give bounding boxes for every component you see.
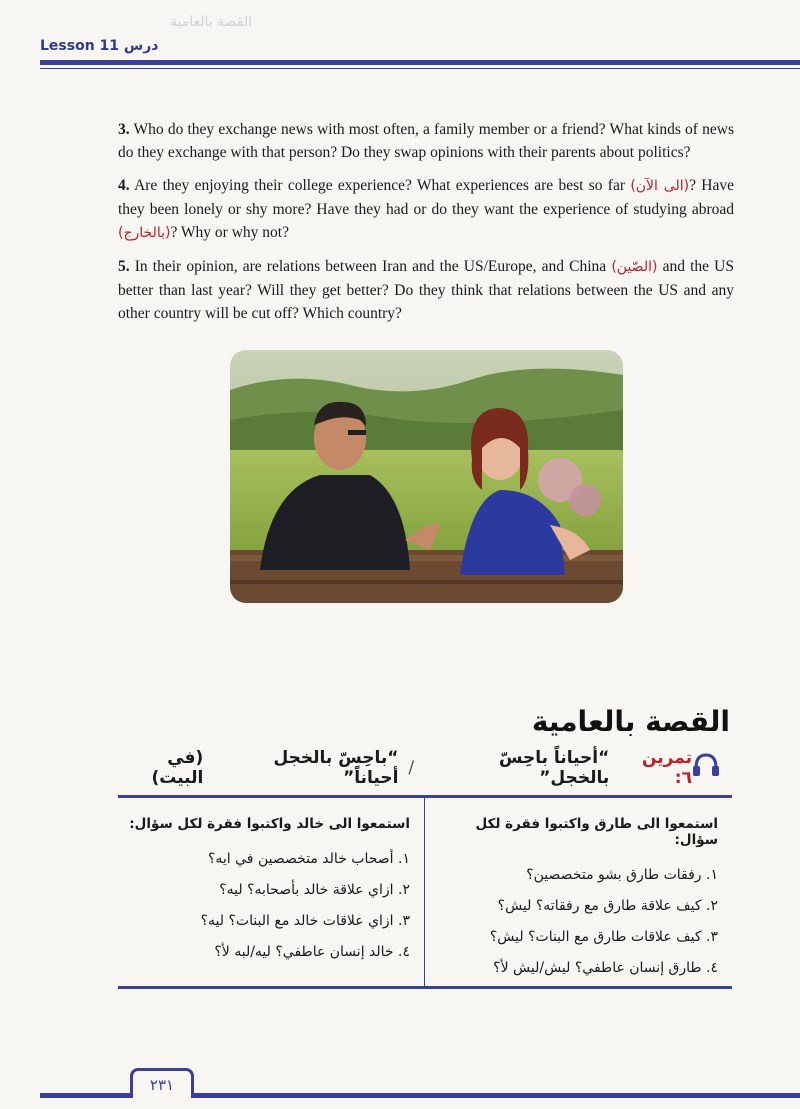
photo-illustration [230, 350, 623, 603]
section-title: القصة بالعامية [531, 705, 730, 738]
question-number: 5. [118, 258, 130, 275]
column-header: استمعوا الى طارق واكتبوا فقرة لكل سؤال: [475, 816, 718, 848]
list-item: ٤. طارق إنسان عاطفي؟ ليش/ليش لأ؟ [493, 960, 718, 976]
question-text: ? Have they been lonely or shy more? Have they had or do they want the experience of studying abroad [118, 177, 734, 218]
exercise-title-egyptian: “باحِسّ بالخجل أحياناً” [273, 748, 399, 788]
discussion-questions [118, 118, 734, 335]
column-khaled [118, 798, 425, 986]
question-text: ? Why or why not? [170, 224, 289, 241]
question-3 [118, 118, 734, 164]
arabic-gloss: (الصّين) [611, 259, 658, 275]
question-text: Who do they exchange news with most often, a family member or a friend? What kinds of news do they exchange with that person? Do they swap opinions with their parents about politics? [118, 121, 734, 161]
header-rule [40, 60, 800, 65]
arabic-gloss: (الى الآن) [630, 178, 690, 194]
question-text: Are they enjoying their college experience? What experiences are best so far [129, 177, 631, 194]
header-bleed-text: القصة بالعامية [170, 14, 253, 30]
question-text: and the US better than last year? Will they get better? Do they think that relations between the US and any other country will be cut off? Which country? [118, 258, 734, 322]
exercise-title-levantine: “أحياناً باحِسّ بالخجل” [498, 748, 610, 788]
question-text: In their opinion, are relations between Iran and the US/Europe, and China [129, 258, 612, 275]
exercise-table [118, 795, 732, 989]
page-number: ٢٣١ [130, 1068, 194, 1098]
headphones-icon[interactable] [692, 752, 720, 783]
exercise-label: تمرين ٦: [641, 748, 692, 788]
page-header [0, 0, 800, 70]
question-number: 4. [118, 177, 130, 194]
lesson-label: Lesson 11 درس [40, 38, 159, 54]
headphones-glyph [692, 752, 720, 778]
column-tariq [425, 798, 732, 986]
question-4 [118, 174, 734, 245]
conversation-photo [230, 350, 623, 603]
list-item: ٤. خالد إنسان عاطفي؟ ليه/لبه لأ؟ [214, 944, 410, 960]
list-item: ١. أصحاب خالد متخصصين في ايه؟ [207, 851, 410, 867]
question-5 [118, 255, 734, 325]
list-item: ٢. كيف علاقة طارق مع رفقاته؟ ليش؟ [497, 898, 718, 914]
list-item: ٣. ازاي علاقات خالد مع البنات؟ ليه؟ [200, 913, 410, 929]
column-header: استمعوا الى خالد واكتبوا فقرة لكل سؤال: [129, 816, 410, 832]
exercise-separator: / [408, 758, 415, 778]
list-item: ٣. كيف علاقات طارق مع البنات؟ ليش؟ [489, 929, 718, 945]
arabic-gloss: (بالخارج) [118, 225, 171, 241]
list-item: ٢. ازاي علاقة خالد بأصحابه؟ ليه؟ [219, 882, 410, 898]
header-rule-thin [40, 68, 800, 69]
list-item: ١. رفقات طارق بشو متخصصين؟ [526, 867, 718, 883]
question-number: 3. [118, 121, 130, 138]
exercise-heading [110, 748, 730, 788]
exercise-suffix: (في البيت) [151, 748, 204, 788]
